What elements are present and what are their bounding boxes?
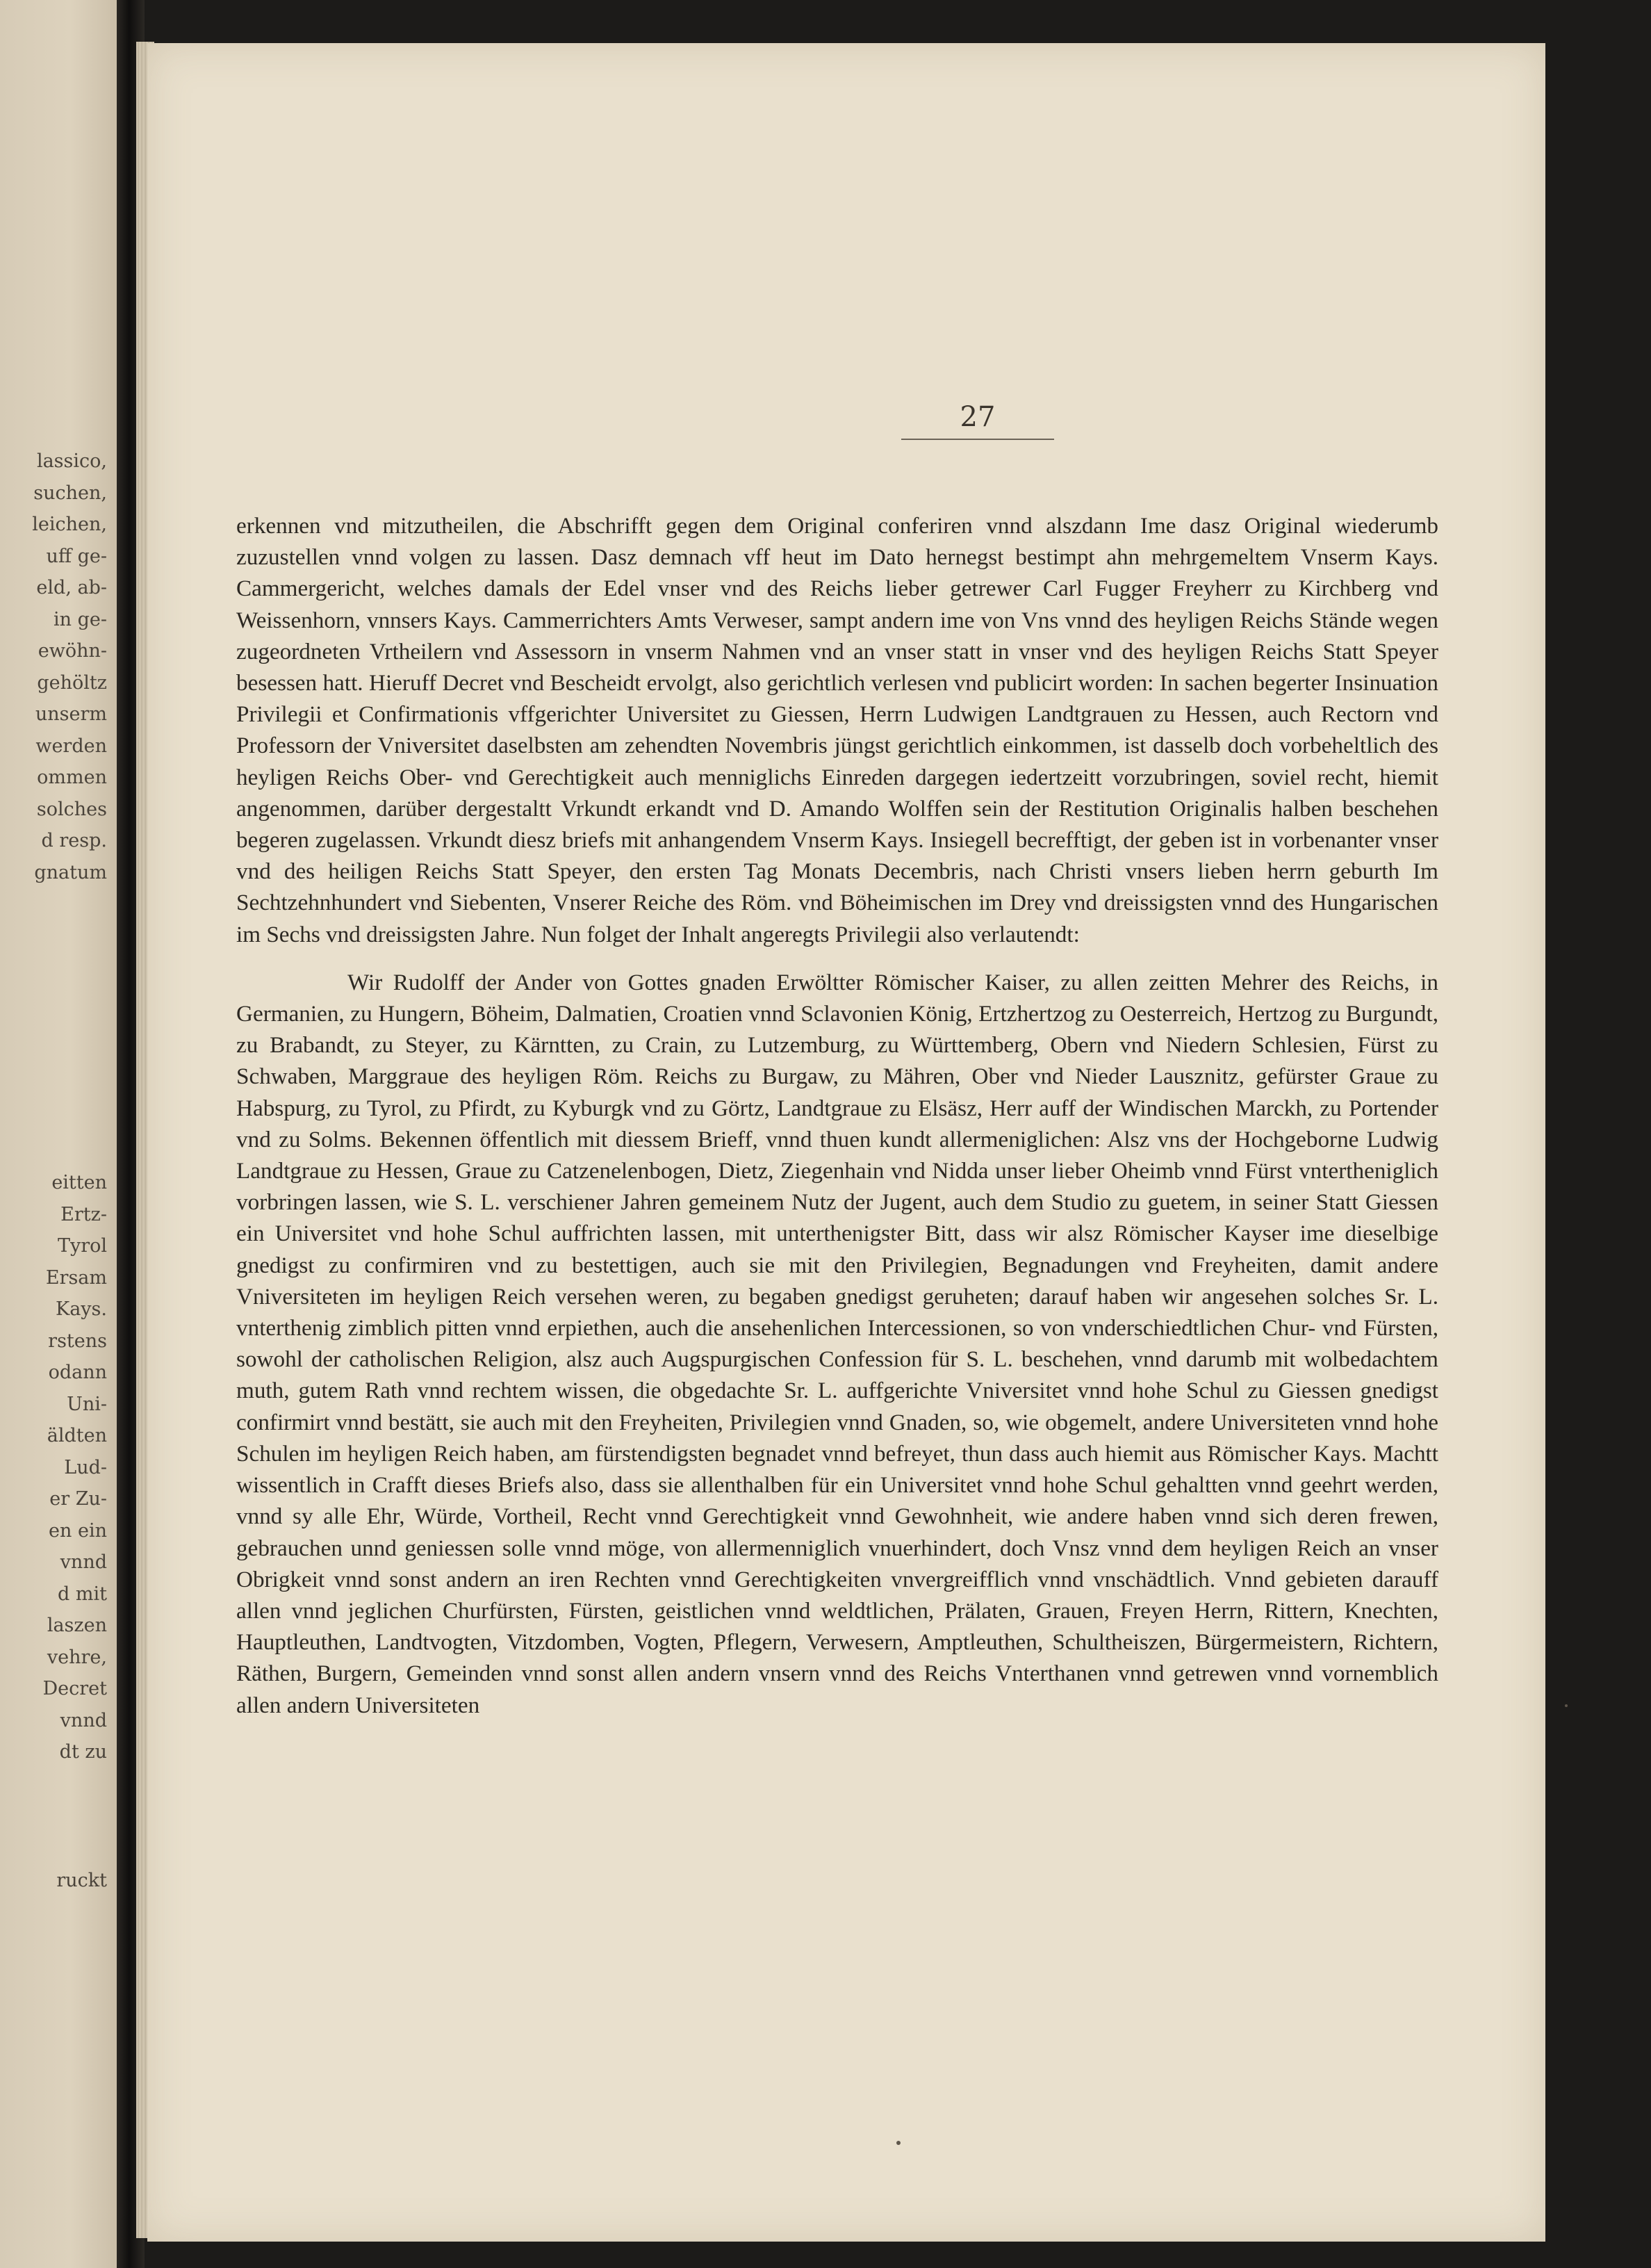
left-page-fragment: suchen, bbox=[33, 482, 107, 504]
paper-speck bbox=[896, 2141, 901, 2145]
left-page-fragment: odann bbox=[48, 1362, 107, 1383]
left-page-fragment: in ge- bbox=[54, 608, 107, 630]
left-page-fragment: vnnd bbox=[60, 1551, 107, 1573]
left-page-fragment: Kays. bbox=[56, 1298, 107, 1320]
left-page-fragment: uff ge- bbox=[46, 545, 107, 567]
left-page-fragment: solches bbox=[36, 798, 107, 820]
left-page-fragment: eitten bbox=[51, 1172, 107, 1193]
left-page-fragment: er Zu- bbox=[49, 1488, 107, 1510]
left-page-fragment: gehöltz bbox=[37, 671, 107, 694]
left-page-fragment: leichen, bbox=[32, 514, 107, 535]
left-page-fragment: Uni- bbox=[67, 1393, 107, 1415]
left-page-fragment: vnnd bbox=[60, 1709, 107, 1731]
left-page-fragment: unserm bbox=[35, 703, 107, 725]
left-page-fragment: lassico, bbox=[36, 450, 107, 472]
page-body bbox=[236, 510, 1438, 1721]
paragraph-2: Wir Rudolff der Ander von Gottes gnaden Erwöltter Römischer Kaiser, zu allen zeitten Mehrer des Reichs, in Germanien, zu Hungern, Böheim, Dalmatien, Croatien vnnd Sclavonien König, Ertzhertzog zu Oesterreich, Hertzog zu Burgundt, zu Brabandt, zu Steyer, zu Kärntten, zu Crain, zu Lutzemburg, zu Württemberg, Obern vnd Niedern Schlesien, Fürst zu Schwaben, Marggraue des heyligen Röm. Reichs zu Burgaw, zu Mähren, Ober vnd Nieder Lausznitz, gefürster Graue zu Habspurg, zu Tyrol, zu Pfirdt, zu Kyburgk vnd zu Görtz, Landtgraue zu Elsäsz, Herr auff der Windischen Marckh, zu Portender vnd zu Solms. Bekennen öffentlich mit diessem Brieff, vnnd thuen kundt allermeniglichen: Alsz vns der Hochgeborne Ludwig Landtgraue zu Hessen, Graue zu Catzenelenbogen, Dietz, Ziegenhain vnd Nidda unser lieber Oheimb vnnd Fürst vntertheniglich vorbringen lassen, wie S. L. verschiener Jahren gemeinem Nutz der Jugent, auch dem Studio zu guetem, in seiner Statt Giessen ein Universitet vnd hohe Schul auffrichten lassen, mit unterthenigster Bitt, dass wir alsz Römischer Kayser ime dieselbige gnedigst zu confirmiren vnd zu bestettigen, auch sie mit den Privilegien, Begnadungen vnd Freyheiten, damit andere Vniversiteten im heyligen Reich versehen weren, zu begaben gnedigst geruheten; darauf haben wir angesehen solches Sr. L. vnterthenig zimblich pitten vnnd erpiethen, auch die ansehenlichen Intercessionen, so von vnderschiedtlichen Chur- vnd Fürsten, sowohl der catholischen Religion, alsz auch Augspurgischen Confession für S. L. beschehen, vnnd darumb mit wolbedachtem muth, gutem Rath vnnd rechtem wissen, die obgedachte Sr. L. auffgerichte Vniversitet vnnd hohe Schul zu Giessen gnedigst confirmirt vnnd bestätt, sie auch mit den Freyheiten, Privilegien vnnd Gnaden, so, wie obgemelt, andere Universiteten vnnd hohe Schulen im heyligen Reich haben, am fürstendigsten begnadet vnnd befreyet, thun dass auch hiemit aus Römischer Kays. Machtt wissentlich in Crafft dieses Briefs also, dass sie allenthalben für ein Universitet vnnd hohe Schul gehaltten vnnd geehrt werden, vnnd sy alle Ehr, Würde, Vortheil, Recht vnnd Gerechtigkeit vnnd Gewohnheit, wie andere haben vnnd sich deren frewen, gebrauchen unnd geniessen solle vnnd möge, von allermenniglich vnuerhindert, doch Vnsz vnnd dem heyligen Reich an vnser Obrigkeit vnnd sonst andern an iren Rechten vnnd Gerechtigkeiten vnvergreifflich vnnd vnschädtlich. Vnnd gebieten darauff allen vnnd jeglichen Churfürsten, Fürsten, geistlichen vnnd weldtlichen, Prälaten, Grauen, Freyen Herrn, Rittern, Knechten, Hauptleuthen, Landtvogten, Vitzdomben, Vogten, Pflegern, Verwesern, Amptleuthen, Schultheiszen, Bürgermeistern, Richtern, Räthen, Burgern, Gemeinden vnnd sonst allen andern vnsern vnnd des Reichs Vnterthanen vnnd getrewen vnnd vornemblich allen andern Universiteten bbox=[236, 969, 1438, 1718]
left-page-text-fragments bbox=[0, 0, 111, 2268]
left-facing-page bbox=[0, 0, 117, 2268]
left-page-fragment: dt zu bbox=[59, 1741, 107, 1763]
left-page-fragment: ommen bbox=[37, 767, 107, 788]
left-page-fragment: Lud- bbox=[64, 1456, 107, 1478]
left-page-fragment: eld, ab- bbox=[36, 577, 107, 598]
left-page-fragment: d resp. bbox=[41, 830, 107, 851]
left-page-fragment: äldten bbox=[47, 1425, 107, 1446]
left-page-fragment: gnatum bbox=[34, 861, 107, 883]
left-page-fragment: werden bbox=[35, 735, 107, 757]
page-number: 27 bbox=[901, 401, 1054, 440]
left-page-fragment: ewöhn- bbox=[38, 640, 107, 662]
paragraph-1: erkennen vnd mitzutheilen, die Abschrifft gegen dem Original conferiren vnnd alszdann Ime dasz Original wiederumb zuzustellen vnnd volgen zu lassen. Dasz demnach vff heut im Dato hernegst bestimpt ahn mehrgemeltem Vnserm Kays. Cammergericht, welches damals der Edel vnser vnd des Reichs lieber getrewer Carl Fugger Freyherr zu Kirchberg vnd Weissenhorn, vnnsers Kays. Cammerrichters Amts Verweser, sampt andern ime von Vns vnnd des heyligen Reichs Stände wegen zugeordneten Vrtheilern vnd Assessorn in vnserm Nahmen vnd an vnser statt in vnser vnd des heyligen Reichs Statt Speyer besessen hatt. Hieruff Decret vnd Bescheidt ervolgt, also gerichtlich verlesen vnd publicirt worden: In sachen begerter Insinuation Privilegii et Confirmationis vffgerichter Universitet zu Giessen, Herrn Ludwigen Landtgrauen zu Hessen, auch Rectorn vnd Professorn der Vniversitet daselbsten am zehendten Novembris jüngst gerichtlich einkommen, ist dasselb doch vorbeheltlich des heyligen Reichs Ober- vnd Gerechtigkeit auch menniglichs Einreden dargegen iedertzeitt vorzubringen, soviel recht, hiemit angenommen, darüber dergestaltt Vrkundt erkandt vnd D. Amando Wolffen sein der Restitution Originalis halben beschehen begeren zugelassen. Vrkundt diesz briefs mit anhangendem Vnserm Kays. Insiegell becrefftigt, der geben ist in vorbenanter vnser vnd des heiligen Reichs Statt Speyer, den ersten Tag Monats Decembris, nach Christi vnsers lieben herrn geburth Im Sechtzehnhundert vnd Siebenten, Vnserer Reiche des Röm. vnd Böheimischen im Drey vnd dreissigsten vnnd des Hungarischen im Sechs vnd dreissigsten Jahre. Nun folget der Inhalt angeregts Privilegii also verlautendt: bbox=[236, 513, 1438, 947]
left-page-fragment: Ertz- bbox=[60, 1203, 107, 1225]
left-page-fragment: vehre, bbox=[47, 1646, 107, 1668]
book-page bbox=[147, 43, 1545, 2242]
left-page-fragment: Decret bbox=[42, 1678, 107, 1699]
left-page-fragment: ruckt bbox=[56, 1870, 107, 1891]
left-page-fragment: Tyrol bbox=[57, 1235, 107, 1257]
paper-speck bbox=[1565, 1704, 1568, 1707]
left-page-fragment: laszen bbox=[47, 1615, 107, 1636]
left-page-fragment: Ersam bbox=[45, 1266, 107, 1289]
left-page-fragment: d mit bbox=[58, 1583, 107, 1605]
left-page-fragment: en ein bbox=[49, 1519, 107, 1542]
left-page-fragment: rstens bbox=[48, 1330, 107, 1352]
